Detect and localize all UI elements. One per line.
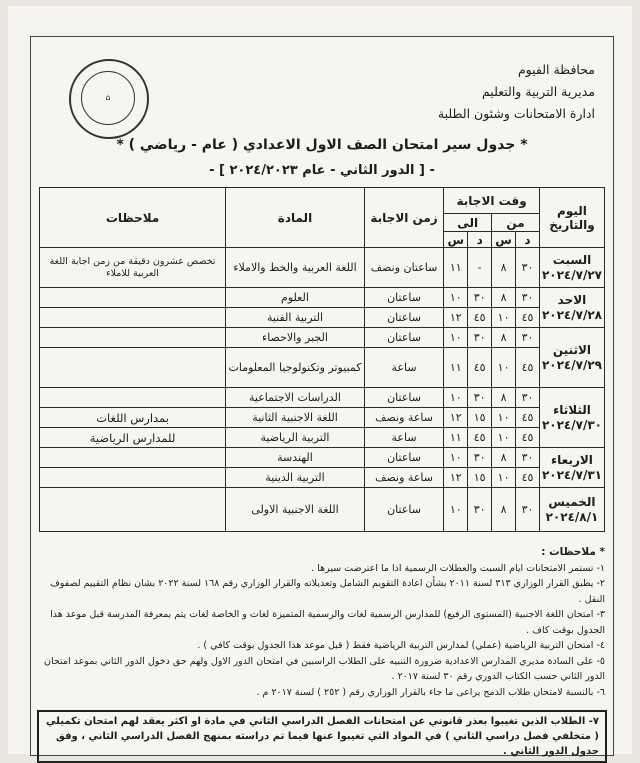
day-cell — [539, 328, 604, 388]
subject: العلوم — [226, 288, 365, 308]
from-minute: ٣٠ — [516, 328, 540, 348]
duration: ساعتان ونصف — [364, 248, 443, 288]
from-hour: ١٠ — [492, 308, 516, 328]
from-minute: ٤٥ — [516, 428, 540, 448]
subject: اللغة العربية والخط والاملاء — [226, 248, 365, 288]
subject: الجبر والاحصاء — [226, 328, 365, 348]
duration: ساعة ونصف — [364, 408, 443, 428]
day-name: الاثنين — [552, 342, 592, 357]
boxed-note: ٧- الطلاب الذين تغيبوا بعذر قانوني عن امتحانات الفصل الدراسي الثاني في مادة او اكثر يعقد لهم امتحان تكميلي ( متخلفي فصل دراسي الثاني ) في المواد التي تغيبوا عنها فيما تم دراسته بمنهج الفصل الدراسي الثاني ، وفق جدول الدور الثاني . — [37, 710, 607, 763]
schedule-subtitle: - [ الدور الثاني - عام ٢٠٢٤/٢٠٢٣ ] - — [209, 163, 435, 178]
subject: كمبيوتر وتكنولوجيا المعلومات — [226, 348, 365, 388]
day-cell — [539, 288, 604, 328]
day-cell — [539, 448, 604, 488]
from-hour: ٨ — [492, 448, 516, 468]
to-hour: ١٠ — [444, 388, 468, 408]
to-minute: ٤٥ — [468, 348, 492, 388]
to-hour: ١١ — [444, 428, 468, 448]
table-row — [40, 388, 605, 408]
notes — [40, 308, 226, 328]
header-from-minute: د — [516, 232, 540, 248]
from-minute: ٣٠ — [516, 388, 540, 408]
from-hour: ١٠ — [492, 408, 516, 428]
day-name: الاحد — [557, 292, 587, 307]
table-row — [40, 448, 605, 468]
note-item: ٦- بالنسبة لامتحان طلاب الدمج يراعى ما جاء بالقرار الوزاري رقم ( ٢٥٢ ) لسنة ٢٠١٧ م . — [256, 686, 605, 698]
schedule-title: * جدول سير امتحان الصف الاول الاعدادي ( عام - رياضي ) * — [116, 137, 528, 153]
day-date: ٢٠٢٤/٧/٣٠ — [541, 417, 602, 432]
duration: ساعتان — [364, 328, 443, 348]
header-answer-time: وقت الاجابة — [444, 188, 540, 214]
duration: ساعتان — [364, 388, 443, 408]
to-minute: ٤٥ — [468, 308, 492, 328]
notes: بمدارس اللغات — [40, 408, 226, 428]
notes — [40, 288, 226, 308]
day-cell — [539, 388, 604, 448]
day-date: ٢٠٢٤/٧/٢٧ — [541, 267, 602, 282]
subject: الدراسات الاجتماعية — [226, 388, 365, 408]
day-date: ٢٠٢٤/٧/٢٨ — [541, 307, 602, 322]
note-item: ٤- امتحان التربية الرياضية (عملي) لمدارس التربية الرياضية فقط ( قبل موعد هذا الجدول بوقت كافي ) . — [197, 640, 605, 651]
day-cell — [539, 248, 604, 288]
page-sheet — [8, 6, 632, 757]
document-frame — [30, 36, 614, 756]
notes — [40, 348, 226, 388]
notes — [40, 328, 226, 348]
from-hour: ٨ — [492, 388, 516, 408]
day-name: الاربعاء — [551, 452, 593, 467]
duration: ساعة ونصف — [364, 468, 443, 488]
header-from: من — [492, 214, 540, 232]
duration: ساعتان — [364, 288, 443, 308]
notes-heading: * ملاحظات : — [541, 546, 605, 558]
governorate-line: محافظة الفيوم — [517, 62, 595, 77]
table-row — [40, 428, 605, 448]
header-duration: زمن الاجابة — [364, 188, 443, 248]
from-minute: ٣٠ — [516, 448, 540, 468]
header-notes: ملاحظات — [40, 188, 226, 248]
day-name: الثلاثاء — [553, 402, 591, 417]
header-subject: المادة — [226, 188, 365, 248]
from-hour: ١٠ — [492, 348, 516, 388]
from-minute: ٣٠ — [516, 488, 540, 532]
to-hour: ١٠ — [444, 488, 468, 532]
note-item: ٥- على السادة مديري المدارس الاعدادية ضرورة التنبيه على الطلاب الراسبين في امتحان الدور الاول ولهم حق دخول الدور الثاني بموعد امتحان الدور الثاني حسب الكتاب الدوري رقم ٣٠ لسنة ٢٠١٧ . — [44, 655, 605, 682]
subject: التربية الدينية — [226, 468, 365, 488]
to-hour: ١٠ — [444, 328, 468, 348]
note-item: ٣- امتحان اللغة الاجنبية (المستوى الرفيع) للمدارس الرسمية لغات والرسمية المتميزة لغات و الخاصة لغات يتم بمعرفة المدرسة قبل موعد هذا الجدول بوقت كاف . — [50, 609, 605, 636]
header-to-hour: س — [444, 232, 468, 248]
from-hour: ١٠ — [492, 428, 516, 448]
from-minute: ٤٥ — [516, 348, 540, 388]
to-minute: ٣٠ — [468, 328, 492, 348]
day-cell — [539, 488, 604, 532]
from-minute: ٤٥ — [516, 408, 540, 428]
from-minute: ٣٠ — [516, 248, 540, 288]
note-item: ١- تستمر الامتحانات ايام السبت والعطلات الرسمية اذا ما اعترضت سيرها . — [311, 562, 605, 574]
day-name: السبت — [552, 252, 592, 267]
subject: اللغة الاجنبية الثانية — [226, 408, 365, 428]
duration: ساعة — [364, 428, 443, 448]
subject: التربية الرياضية — [226, 428, 365, 448]
duration: ساعتان — [364, 448, 443, 468]
department-line: ادارة الامتحانات وشئون الطلبة — [437, 106, 595, 121]
letterhead — [438, 59, 595, 125]
table-row — [40, 288, 605, 308]
notes — [40, 448, 226, 468]
table-row — [40, 348, 605, 388]
notes — [40, 468, 226, 488]
from-minute: ٣٠ — [516, 288, 540, 308]
from-hour: ٨ — [492, 288, 516, 308]
subject: التربية الفنية — [226, 308, 365, 328]
notes: للمدارس الرياضية — [40, 428, 226, 448]
header-to-minute: د — [468, 232, 492, 248]
notes: تخصص عشرون دقيقة من زمن اجابة اللغة العربية للاملاء — [40, 248, 226, 288]
to-hour: ١٠ — [444, 448, 468, 468]
directorate-line: مديرية التربية والتعليم — [481, 84, 595, 99]
to-minute: ٤٥ — [468, 428, 492, 448]
directorate-seal — [69, 59, 149, 139]
to-minute: ١٥ — [468, 408, 492, 428]
header-day-date: اليوم والتاريخ — [539, 188, 604, 248]
duration: ساعتان — [364, 488, 443, 532]
table-row — [40, 248, 605, 288]
table-row — [40, 488, 605, 532]
from-hour: ٨ — [492, 248, 516, 288]
from-hour: ١٠ — [492, 468, 516, 488]
header-from-hour: س — [492, 232, 516, 248]
notes — [40, 488, 226, 532]
to-hour: ١١ — [444, 348, 468, 388]
to-hour: ١٢ — [444, 468, 468, 488]
from-hour: ٨ — [492, 488, 516, 532]
to-hour: ١٢ — [444, 408, 468, 428]
duration: ساعتان — [364, 308, 443, 328]
from-minute: ٤٥ — [516, 468, 540, 488]
day-date: ٢٠٢٤/٨/١ — [545, 509, 599, 524]
from-hour: ٨ — [492, 328, 516, 348]
table-row — [40, 408, 605, 428]
day-date: ٢٠٢٤/٧/٢٩ — [541, 357, 602, 372]
to-minute: - — [468, 248, 492, 288]
to-minute: ١٥ — [468, 468, 492, 488]
subject: الهندسة — [226, 448, 365, 468]
day-name: الخميس — [548, 494, 596, 509]
header-to: الى — [444, 214, 492, 232]
exam-schedule-table — [39, 187, 605, 532]
to-hour: ١٢ — [444, 308, 468, 328]
table-row — [40, 328, 605, 348]
table-row — [40, 308, 605, 328]
subject: اللغة الاجنبية الاولى — [226, 488, 365, 532]
from-minute: ٤٥ — [516, 308, 540, 328]
to-hour: ١١ — [444, 248, 468, 288]
day-date: ٢٠٢٤/٧/٣١ — [541, 467, 602, 482]
table-row — [40, 468, 605, 488]
seal-inner: ⌂ — [81, 71, 135, 125]
notes — [40, 388, 226, 408]
to-minute: ٣٠ — [468, 388, 492, 408]
notes-section — [39, 545, 605, 700]
to-minute: ٣٠ — [468, 288, 492, 308]
to-minute: ٣٠ — [468, 448, 492, 468]
duration: ساعة — [364, 348, 443, 388]
to-minute: ٣٠ — [468, 488, 492, 532]
note-item: ٢- يطبق القرار الوزاري ٣١٣ لسنة ٢٠١١ بشأن اعادة التقويم الشامل وتعديلاته والقرار الوزاري رقم ١٦٨ لسنة ٢٠٢٢ بشان نظام التقييم لصفوف النقل . — [49, 578, 605, 605]
to-hour: ١٠ — [444, 288, 468, 308]
